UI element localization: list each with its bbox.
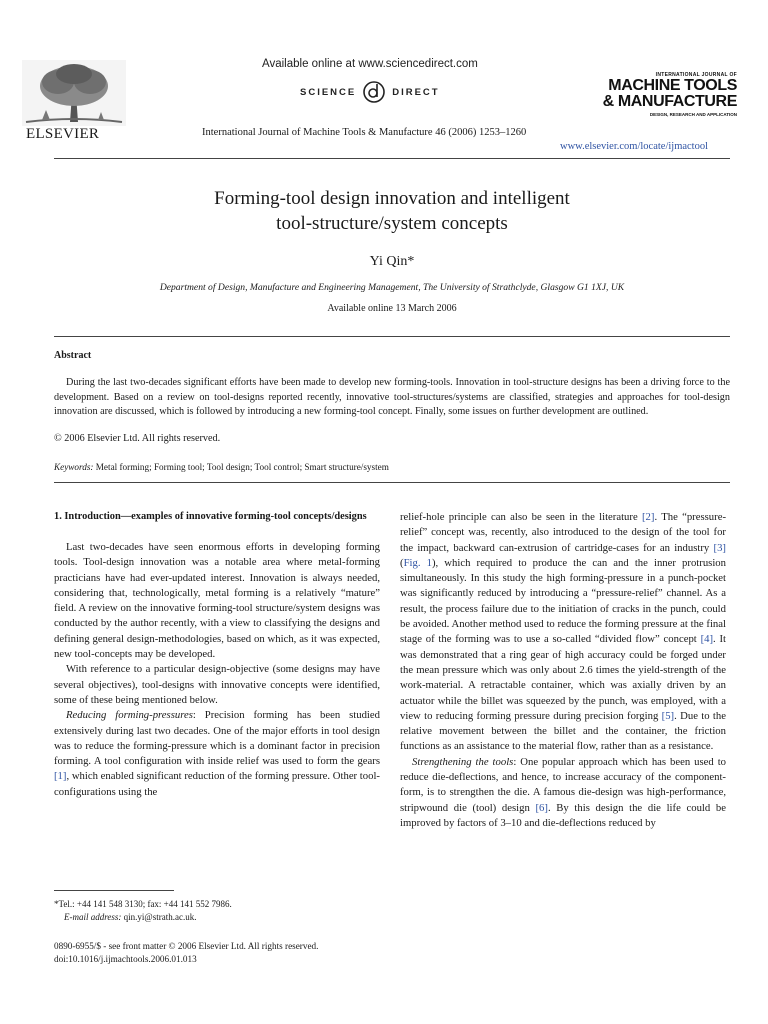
doi-line[interactable]: doi:10.1016/j.ijmachtools.2006.01.013 (54, 954, 197, 964)
available-online-date: Available online 13 March 2006 (327, 303, 457, 314)
publisher-name: ELSEVIER (26, 126, 100, 142)
paragraph-text: relief-hole principle can also be seen in the literature (400, 511, 642, 523)
left-column (54, 510, 380, 800)
author-footnote (54, 898, 232, 924)
journal-logo (592, 72, 737, 117)
figure-link-1[interactable]: Fig. 1 (403, 556, 432, 569)
sciencedirect-d-icon (362, 80, 386, 104)
paragraph-text: : One popular approach which has been used to reduce die-deflections, and hence, to increase accuracy of the component-form, is to strengthen the die. A famous die-design was high-performance, stripwound die (tool) design (400, 755, 727, 814)
abstract-divider (54, 482, 730, 483)
intro-paragraph-3 (54, 708, 380, 800)
abstract-copyright: © 2006 Elsevier Ltd. All rights reserved. (54, 433, 221, 444)
author-affiliation: Department of Design, Manufacture and Engineering Management, The University of Strathclyde, Glasgow G1 1XJ, UK (159, 282, 625, 293)
citation-link-3[interactable]: [3] (713, 541, 726, 554)
citation-link-1[interactable]: [1] (54, 770, 67, 783)
paragraph-text: . It was demonstrated that a ring gear of high accuracy could be forged under the mean pressure which was only about 2.6 times the yield-strength of the work-material. A retractable container, which was axially driven by an actuator while the billet was squeezed by the punch, was employed, with a view to reducing forming pressure during precision forging (400, 633, 727, 722)
abstract-heading: Abstract (54, 350, 92, 361)
keywords-list: Metal forming; Forming tool; Tool design; Tool control; Smart structure/system (95, 462, 389, 472)
journal-reference: International Journal of Machine Tools & Manufacture 46 (2006) 1253–1260 (202, 127, 527, 138)
paragraph-text: ), which required to produce the can and the inner protrusion simultaneously. In this study the high forming-pressure in a punch-pocket was significantly reduced by introducing a “pressure-relief” channel. As a result, the process failure due to the initiation of cracks in the punch, could be avoided. Another method used to reduce the forming pressure at the final stage of the forming was to use a so-called “divided flow” concept (400, 556, 726, 646)
paragraph-text: . By this design the die life could be improved by factors of 3–10 and die-deflections reduced by (400, 801, 726, 829)
paragraph-text: ( (400, 556, 404, 569)
title-divider (54, 336, 730, 337)
intro-paragraph-1: Last two-decades have seen enormous efforts in developing forming tools. Tool-design innovation was a notable area where metal-forming practicians have had ever-updated interest. Innovation is always needed, considering that, technologically, metal forming is a relatively “mature” field. A review on the innovative forming-tool structure/system designs was conducted by the author recently, with a view to classifying the designs and defining general design-methodologies, based on which, as it was expected, new tool-concepts may be developed. (54, 541, 380, 661)
email-address[interactable]: qin.yi@strath.ac.uk. (121, 912, 197, 922)
article-title (54, 186, 730, 236)
citation-link-4[interactable]: [4] (700, 633, 714, 646)
header-divider (54, 158, 730, 159)
paragraph-text: . Due to the relative movement between the billet and the container, the friction functions as an assistance to the material flow, rather than as a resistance. (400, 709, 726, 753)
section-heading: 1. Introduction—examples of innovative forming-tool concepts/designs (54, 511, 367, 522)
email-label: E-mail address: (64, 912, 122, 922)
available-online-banner: Available online at www.sciencedirect.com (262, 58, 478, 70)
keywords-label: Keywords: (54, 462, 94, 472)
footnote-email-line (54, 911, 232, 924)
journal-logo-top: INTERNATIONAL JOURNAL OF (655, 72, 737, 78)
abstract-body: During the last two-decades significant efforts have been made to develop new forming-tools. Innovation in tool-structure designs has been a driving force to the development. Based on a review on tool-designs reported recently, innovative tool-structures/systems are classified, strategies and approaches for tool-design innovation are discussed, which is followed by introducing a new forming-tool concept. Finally, some issues on further development are outlined. (54, 377, 730, 418)
paragraph-text: , which enabled significant reduction of the forming pressure. Other tool-configurations using the (54, 770, 380, 798)
intro-paragraph-2: With reference to a particular design-objective (some designs may have several objectives), tool-designs with innovative concepts were identified, some of these being mentioned below. (54, 663, 380, 706)
continued-paragraph (400, 510, 726, 755)
footnote-tel-fax: *Tel.: +44 141 548 3130; fax: +44 141 552 7986. (54, 899, 232, 909)
paragraph-lead-reducing: Reducing forming-pressures (66, 709, 193, 722)
sd-right-word: DIRECT (392, 86, 440, 98)
right-column (400, 510, 726, 831)
strengthening-paragraph (400, 755, 726, 831)
journal-logo-line2: & MANUFACTURE (602, 93, 737, 110)
issn-line: 0890-6955/$ - see front matter © 2006 Elsevier Ltd. All rights reserved. (54, 941, 319, 951)
citation-link-6[interactable]: [6] (535, 801, 548, 814)
journal-logo-line1: MACHINE TOOLS (608, 77, 737, 94)
footnote-divider (54, 890, 174, 891)
paragraph-lead-strengthening: Strengthening the tools (412, 755, 514, 768)
journal-logo-bottom: DESIGN, RESEARCH AND APPLICATION (649, 112, 737, 117)
sciencedirect-brand (300, 80, 440, 104)
paragraph-text: . The “pressure-relief” concept was, recently, also introduced to the design of the tool for the impact, backward can-extrusion of cartridge-cases for an industry (400, 511, 726, 554)
keywords-line (54, 462, 389, 472)
citation-link-2[interactable]: [2] (641, 511, 655, 523)
title-line-1: Forming-tool design innovation and intelligent (214, 188, 570, 209)
citation-link-5[interactable]: [5] (661, 709, 675, 722)
paragraph-text: : Precision forming has been studied extensively during last two decades. One of the major efforts in tool design was to reduce the forming-pressure which is a dominant factor in precision forming. A tool configuration with inside relief was used to form the gears (54, 709, 380, 768)
author-name[interactable]: Yi Qin* (369, 254, 415, 269)
journal-url-link[interactable]: www.elsevier.com/locate/ijmactool (560, 141, 709, 152)
title-line-2: tool-structure/system concepts (276, 213, 508, 234)
sd-left-word: SCIENCE (300, 86, 357, 98)
front-matter (54, 940, 318, 966)
